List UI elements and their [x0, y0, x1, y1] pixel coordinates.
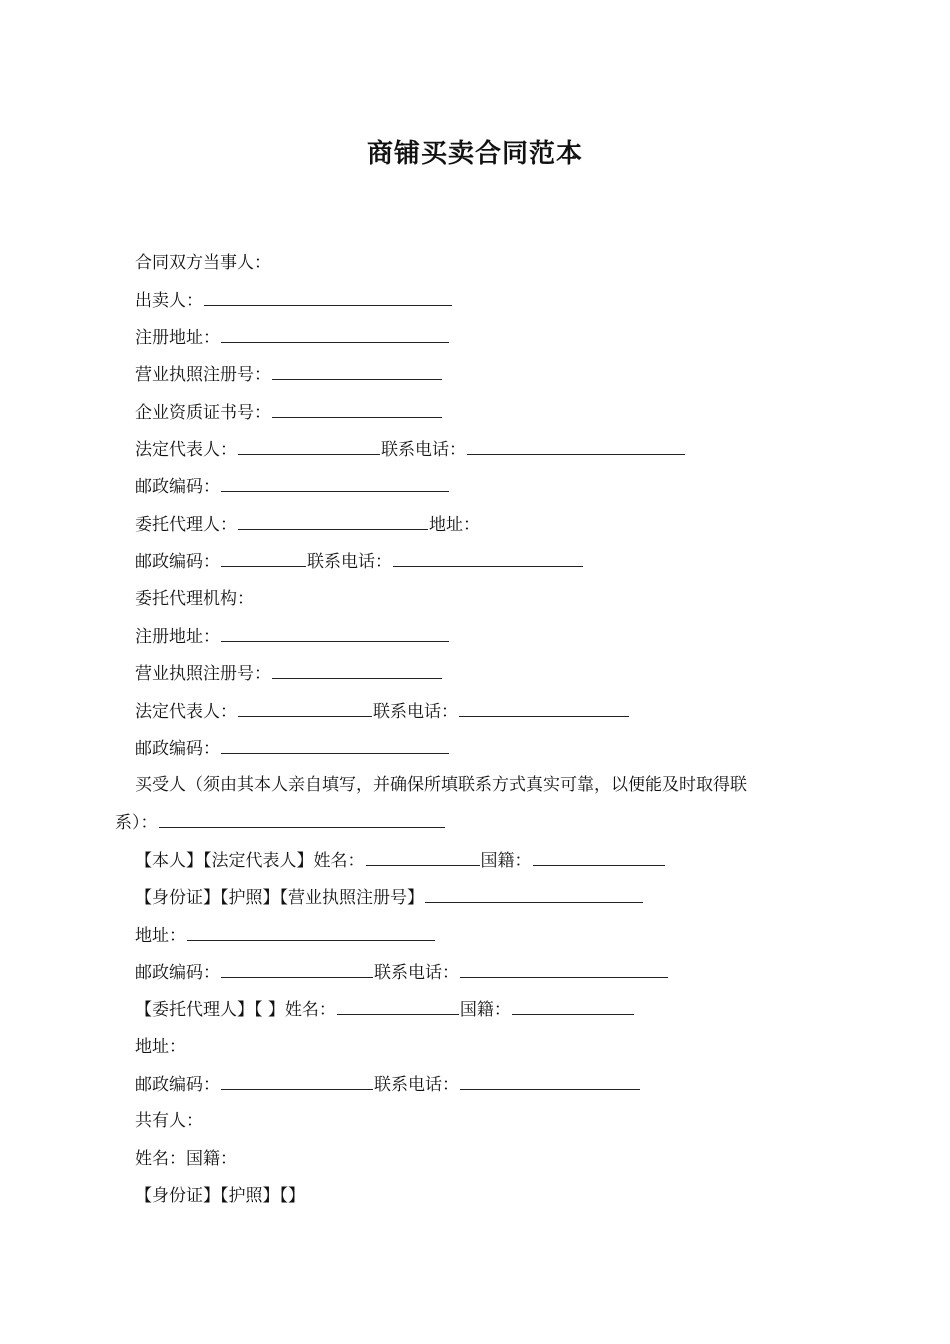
buyer-nationality-blank[interactable] [533, 848, 665, 866]
agency-postcode-blank[interactable] [221, 736, 449, 754]
agency-postcode-line [135, 736, 450, 761]
seller-agent-label: 委托代理人： [135, 515, 237, 535]
parties-heading: 合同双方当事人： [135, 253, 271, 273]
co-owner-heading: 共有人： [135, 1111, 203, 1131]
buyer-id-blank[interactable] [425, 885, 643, 903]
buyer-self-line [135, 848, 666, 873]
seller-postcode-line [135, 474, 450, 499]
buyer-agent-name-blank[interactable] [337, 997, 459, 1015]
buyer-self-label: 【本人】【法定代表人】姓名： [135, 851, 365, 871]
seller-license-line [135, 362, 443, 387]
agency-license-line [135, 661, 443, 686]
buyer-name-blank[interactable] [366, 848, 480, 866]
buyer-agent-nationality-blank[interactable] [512, 997, 634, 1015]
buyer-nationality-label: 国籍： [480, 851, 532, 871]
buyer-postcode-blank[interactable] [221, 960, 373, 978]
agency-address-line [135, 624, 450, 649]
seller-agent-blank[interactable] [238, 512, 428, 530]
seller-agent-postcode-label: 邮政编码： [135, 552, 220, 572]
agency-legal-rep-blank[interactable] [238, 699, 372, 717]
co-owner-id-line: 【身份证】【护照】【】 [135, 1186, 305, 1206]
seller-postcode-label: 邮政编码： [135, 477, 220, 497]
agency-legal-rep-line [135, 699, 630, 724]
agency-license-blank[interactable] [272, 661, 442, 679]
buyer-agent-postcode-label: 邮政编码： [135, 1075, 220, 1095]
buyer-postcode-label: 邮政编码： [135, 963, 220, 983]
buyer-address-line [135, 923, 436, 948]
buyer-agent-phone-label: 联系电话： [374, 1075, 459, 1095]
agency-phone-label: 联系电话： [373, 702, 458, 722]
buyer-agent-address-line: 地址： [135, 1037, 186, 1057]
agency-phone-blank[interactable] [459, 699, 629, 717]
agency-address-label: 注册地址： [135, 627, 220, 647]
seller-label: 出卖人： [135, 291, 203, 311]
seller-legal-rep-blank[interactable] [238, 437, 380, 455]
seller-line [135, 288, 453, 313]
buyer-agent-postcode-blank[interactable] [221, 1072, 373, 1090]
seller-legal-rep-label: 法定代表人： [135, 440, 237, 460]
seller-address-label: 注册地址： [135, 328, 220, 348]
seller-blank[interactable] [204, 288, 452, 306]
buyer-address-blank[interactable] [187, 923, 435, 941]
seller-phone-label: 联系电话： [381, 440, 466, 460]
agency-address-blank[interactable] [221, 624, 449, 642]
seller-qualification-label: 企业资质证书号： [135, 403, 271, 423]
seller-qualification-line [135, 400, 443, 425]
seller-agent-postcode-line [135, 549, 584, 574]
buyer-phone-label: 联系电话： [374, 963, 459, 983]
buyer-id-label: 【身份证】【护照】【营业执照注册号】 [135, 888, 424, 908]
buyer-postcode-line [135, 960, 669, 985]
seller-license-label: 营业执照注册号： [135, 365, 271, 385]
buyer-agent-postcode-line [135, 1072, 641, 1097]
agency-legal-rep-label: 法定代表人： [135, 702, 237, 722]
seller-agent-line [135, 512, 480, 537]
seller-postcode-blank[interactable] [221, 474, 449, 492]
seller-qualification-blank[interactable] [272, 400, 442, 418]
buyer-intro-line1: 买受人（须由其本人亲自填写，并确保所填联系方式真实可靠，以便能及时取得联 [135, 775, 747, 795]
buyer-agent-phone-blank[interactable] [460, 1072, 640, 1090]
seller-address-blank[interactable] [221, 325, 449, 343]
buyer-blank[interactable] [159, 810, 445, 828]
seller-legal-rep-line [135, 437, 686, 462]
seller-agent-phone-blank[interactable] [393, 549, 583, 567]
agency-postcode-label: 邮政编码： [135, 739, 220, 759]
agency-heading: 委托代理机构： [135, 589, 254, 609]
seller-phone-blank[interactable] [467, 437, 685, 455]
buyer-agent-nationality-label: 国籍： [459, 1000, 511, 1020]
agency-license-label: 营业执照注册号： [135, 664, 271, 684]
seller-address-line [135, 325, 450, 350]
seller-license-blank[interactable] [272, 362, 442, 380]
seller-agent-address-label: 地址： [429, 515, 480, 535]
seller-agent-postcode-blank[interactable] [221, 549, 306, 567]
co-owner-name-nationality: 姓名：国籍： [135, 1149, 237, 1169]
buyer-agent-line [135, 997, 635, 1022]
buyer-phone-blank[interactable] [460, 960, 668, 978]
buyer-id-line [135, 885, 644, 910]
buyer-agent-label: 【委托代理人】【 】姓名： [135, 1000, 336, 1020]
buyer-intro-line2: 系）： [115, 813, 158, 833]
buyer-address-label: 地址： [135, 926, 186, 946]
buyer-intro-line2-row [115, 810, 446, 835]
document-title: 商铺买卖合同范本 [366, 139, 583, 169]
seller-agent-phone-label: 联系电话： [307, 552, 392, 572]
